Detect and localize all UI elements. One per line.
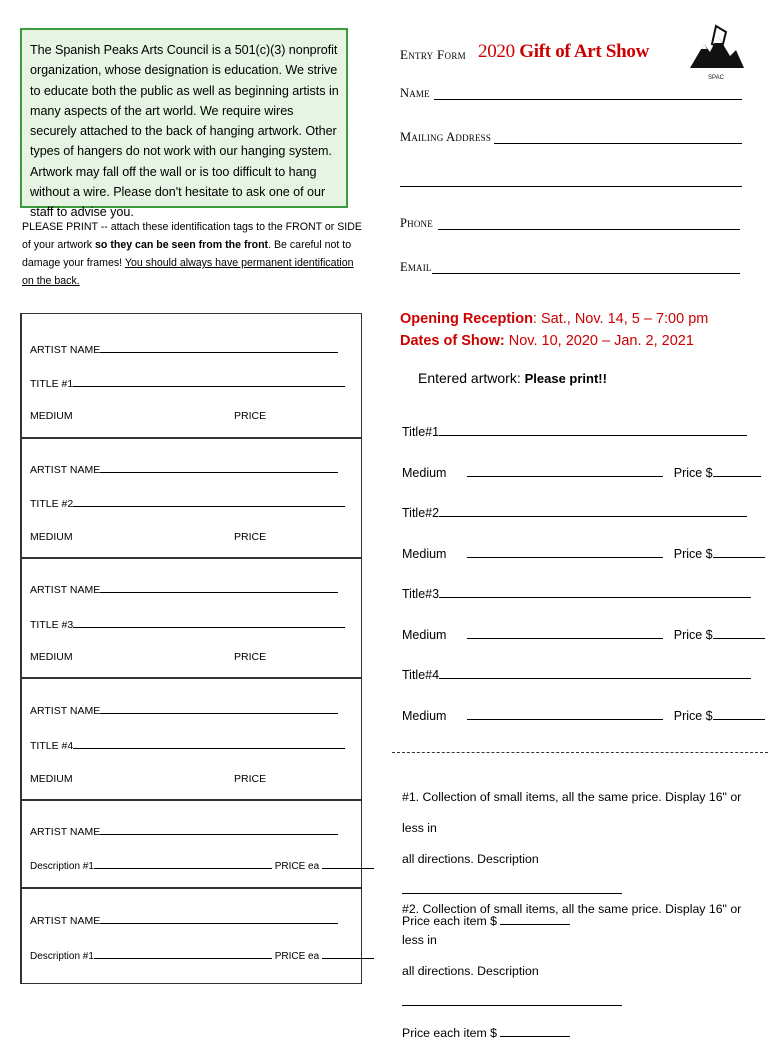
print-note-underlined: You should always have permanent identification on the back.: [22, 257, 354, 287]
collection2-line1: #2. Collection of small items, all the same price. Display 16" or less in: [402, 902, 742, 947]
artwork-medium4-field[interactable]: [467, 709, 663, 720]
tag-block-2: [20, 438, 362, 558]
artwork-title3-field[interactable]: [439, 587, 751, 598]
entered-artwork-heading: [418, 370, 607, 386]
tag6-artist-field[interactable]: [100, 913, 338, 924]
tag6-artist-row: [30, 913, 338, 927]
tag4-title-field[interactable]: [73, 738, 345, 749]
tag5-price-ea-field[interactable]: [322, 858, 374, 869]
info-paragraph: The Spanish Peaks Arts Council is a 501(c)(3) nonprofit organization, whose designation is education. We strive to educate both the public as well as beginning artists in many aspects of the art world. We require wires securely attached to the back of hanging artwork. Other types of hangers do not work with our hanging system. Artwork may fall off the wall or is too difficult to hang without a wire. Please don't hesitate to ask one of our staff to advise you.: [30, 43, 339, 220]
reception-value: : Sat., Nov. 14, 5 – 7:00 pm: [532, 311, 709, 327]
tag1-title-label: TITLE #1: [30, 378, 74, 390]
spac-logo: [686, 22, 746, 82]
collection2-line2-row: [402, 956, 762, 1018]
collection2-description-label: all directions. Description: [402, 964, 539, 978]
tag2-artist-field[interactable]: [100, 462, 338, 473]
tag2-artist-row: [30, 462, 338, 476]
tag5-artist-label: ARTIST NAME: [30, 826, 101, 838]
artwork-medium3-row: [402, 628, 765, 642]
tag6-artist-label: ARTIST NAME: [30, 915, 101, 927]
tag5-description-field[interactable]: [94, 858, 272, 869]
name-label: Name: [400, 86, 430, 100]
artwork-price2-label: Price $: [673, 547, 713, 561]
tag1-artist-row: [30, 342, 338, 356]
tag2-price-label: PRICE: [234, 531, 267, 543]
tag6-description-field[interactable]: [94, 948, 272, 959]
tag6-description-label: Description #1: [30, 951, 94, 962]
dashed-divider: [392, 752, 768, 753]
artwork-medium4-row: [402, 709, 765, 723]
artwork-price1-label: Price $: [673, 466, 713, 480]
collection-2: [402, 894, 762, 1049]
dates-label: Dates of Show:: [400, 333, 505, 349]
tag2-medium-label: MEDIUM: [30, 531, 73, 543]
collection2-price-field[interactable]: [500, 1026, 570, 1037]
print-note-part2: . Be careful not to damage your frames!: [22, 239, 352, 269]
info-box: [20, 28, 348, 220]
artwork-medium1-field[interactable]: [467, 466, 663, 477]
tag5-price-ea-label: PRICE ea: [274, 861, 320, 872]
artwork-price3-field[interactable]: [713, 628, 765, 639]
artwork-medium2-row: [402, 547, 765, 561]
tag1-artist-label: ARTIST NAME: [30, 344, 101, 356]
reception-row: [400, 308, 708, 330]
print-note-bold: so they can be seen from the front: [95, 239, 269, 251]
tag6-description-row: [30, 948, 374, 962]
artwork-title4-label: Title#4: [402, 668, 440, 682]
collection1-description-field[interactable]: [402, 883, 622, 894]
collection1-price-label: Price each item $: [402, 914, 498, 928]
tag5-artist-field[interactable]: [100, 824, 338, 835]
collection1-line1: #1. Collection of small items, all the same price. Display 16" or less in: [402, 790, 742, 835]
artwork-title4-field[interactable]: [439, 668, 751, 679]
phone-field[interactable]: [438, 229, 740, 230]
reception-label: Opening Reception: [400, 311, 533, 327]
tag3-medium-label: MEDIUM: [30, 651, 73, 663]
tag4-artist-label: ARTIST NAME: [30, 705, 101, 717]
tag4-price-label: PRICE: [234, 773, 267, 785]
mailing-address-field-line2[interactable]: [400, 186, 742, 187]
artwork-price4-label: Price $: [673, 709, 713, 723]
print-note-part1: PLEASE PRINT -- attach these identification tags to the FRONT or SIDE of your artwork: [22, 221, 362, 251]
tag4-artist-field[interactable]: [100, 703, 338, 714]
email-field[interactable]: [432, 273, 740, 274]
tag1-price-label: PRICE: [234, 410, 267, 422]
entered-bold: Please print!!: [524, 371, 607, 386]
artwork-title1-label: Title#1: [402, 425, 440, 439]
tag-block-5: [20, 800, 362, 888]
event-info: [400, 308, 708, 352]
email-label: Email: [400, 260, 432, 274]
collection2-line3-row: [402, 1018, 762, 1049]
tag1-title-row: [30, 376, 345, 390]
artwork-medium3-label: Medium: [402, 628, 447, 642]
mailing-address-field[interactable]: [494, 143, 742, 144]
tag5-artist-row: [30, 824, 338, 838]
artwork-title1-field[interactable]: [439, 425, 747, 436]
tag-block-4: [20, 678, 362, 800]
tag-block-1: [20, 313, 362, 438]
phone-label: Phone: [400, 216, 433, 230]
artwork-medium1-row: [402, 466, 761, 480]
artwork-price3-label: Price $: [673, 628, 713, 642]
artwork-title1-row: [402, 425, 747, 439]
show-title: [478, 41, 649, 63]
logo-initials: SPAC: [708, 75, 724, 81]
artwork-price4-field[interactable]: [713, 709, 765, 720]
tag5-description-row: [30, 858, 374, 872]
artwork-title2-field[interactable]: [439, 506, 747, 517]
tag2-artist-label: ARTIST NAME: [30, 464, 101, 476]
collection2-description-field[interactable]: [402, 995, 622, 1006]
tag3-artist-field[interactable]: [100, 582, 338, 593]
tag3-artist-label: ARTIST NAME: [30, 584, 101, 596]
dates-row: [400, 330, 708, 352]
tag6-price-ea-field[interactable]: [322, 948, 374, 959]
artwork-medium1-label: Medium: [402, 466, 447, 480]
tag1-medium-label: MEDIUM: [30, 410, 73, 422]
artwork-medium2-label: Medium: [402, 547, 447, 561]
collection2-price-label: Price each item $: [402, 1026, 498, 1040]
artwork-medium2-field[interactable]: [467, 547, 663, 558]
tag3-artist-row: [30, 582, 338, 596]
tag4-title-label: TITLE #4: [30, 740, 74, 752]
print-instructions: [22, 218, 362, 290]
artwork-title2-row: [402, 506, 747, 520]
tag1-title-field[interactable]: [73, 376, 345, 387]
spac-mountain-logo-icon: [686, 22, 746, 82]
show-title-name: Gift of Art Show: [519, 41, 650, 62]
artwork-title3-label: Title#3: [402, 587, 440, 601]
tag3-title-row: [30, 617, 345, 631]
entered-label: Entered artwork:: [418, 370, 525, 386]
artwork-price1-field[interactable]: [713, 466, 761, 477]
artwork-medium3-field[interactable]: [467, 628, 663, 639]
name-field[interactable]: [434, 99, 742, 100]
mailing-address-label: Mailing Address: [400, 130, 492, 144]
show-title-year: 2020: [478, 41, 515, 62]
tag-block-6: [20, 888, 362, 984]
artwork-title3-row: [402, 587, 751, 601]
tag4-medium-label: MEDIUM: [30, 773, 73, 785]
tag1-artist-field[interactable]: [100, 342, 338, 353]
artwork-title2-label: Title#2: [402, 506, 440, 520]
tag2-title-row: [30, 496, 345, 510]
tag3-price-label: PRICE: [234, 651, 267, 663]
tag4-artist-row: [30, 703, 338, 717]
tag5-description-label: Description #1: [30, 861, 94, 872]
artwork-price2-field[interactable]: [713, 547, 765, 558]
collection1-description-label: all directions. Description: [402, 852, 539, 866]
tag4-title-row: [30, 738, 345, 752]
tag3-title-label: TITLE #3: [30, 619, 74, 631]
artwork-medium4-label: Medium: [402, 709, 447, 723]
entry-form-label: Entry Form: [400, 47, 466, 62]
tag2-title-field[interactable]: [73, 496, 345, 507]
tag6-price-ea-label: PRICE ea: [274, 951, 320, 962]
tag2-title-label: TITLE #2: [30, 498, 74, 510]
artwork-title4-row: [402, 668, 751, 682]
tag3-title-field[interactable]: [73, 617, 345, 628]
dates-value: Nov. 10, 2020 – Jan. 2, 2021: [504, 333, 694, 349]
tag-block-3: [20, 558, 362, 678]
